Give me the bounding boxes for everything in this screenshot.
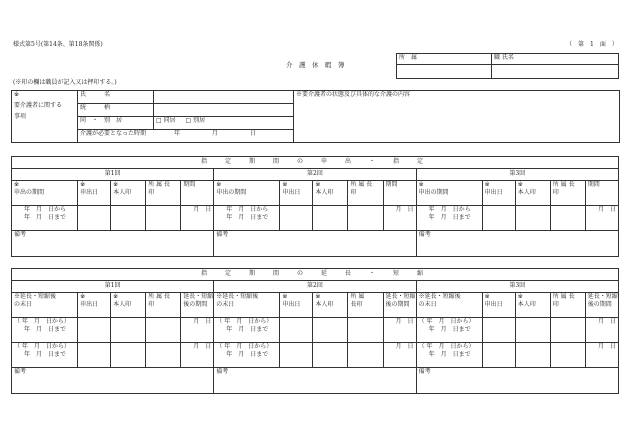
request-period-field[interactable]: 年 月 日から 年 月 日まで bbox=[416, 206, 482, 231]
extension-title: 指 定 期 間 の 延 長 ・ 短 縮 bbox=[12, 269, 619, 281]
end-after-field[interactable]: 月 日 bbox=[585, 343, 618, 368]
period-header: 期間 bbox=[383, 181, 416, 206]
chief-seal-header: 所 属 長 印 bbox=[146, 181, 181, 206]
chief-seal-header: 所 属 長 印 bbox=[146, 293, 181, 318]
designation-round-2: 第2回 bbox=[214, 169, 416, 181]
care-start-month: 月 bbox=[211, 130, 218, 137]
chief-seal-field[interactable] bbox=[550, 206, 585, 231]
extension-table bbox=[11, 268, 619, 394]
end-date-field[interactable]: （ 年 月 日から） 年 月 日まで bbox=[416, 318, 482, 343]
end-after-field[interactable]: 月 日 bbox=[181, 343, 214, 368]
relation-label: 続 柄 bbox=[78, 104, 154, 117]
request-date-header: ※ 申出日 bbox=[78, 293, 111, 318]
request-date-field[interactable] bbox=[482, 318, 515, 343]
seal-header: ※ 本人印 bbox=[313, 181, 348, 206]
seal-field[interactable] bbox=[313, 206, 348, 231]
extension-remarks-2[interactable]: 備考 bbox=[214, 368, 416, 394]
request-date-field[interactable] bbox=[280, 343, 313, 368]
seal-field[interactable] bbox=[111, 318, 146, 343]
condition-label: ※要介護者の状態及び具体的な介護の内容 bbox=[296, 91, 411, 98]
chief-seal-header: 所 属 長 印 bbox=[550, 293, 585, 318]
end-date-field[interactable]: （ 年 月 日から） 年 月 日まで bbox=[214, 318, 280, 343]
name-label: 職 氏名 bbox=[492, 54, 619, 65]
extension-round-3: 第3回 bbox=[416, 281, 618, 293]
end-date-field[interactable]: （ 年 月 日から） 年 月 日まで bbox=[12, 318, 78, 343]
care-start-year: 年 bbox=[173, 130, 180, 137]
seal-field[interactable] bbox=[313, 318, 348, 343]
seal-header: ※ 本人印 bbox=[515, 293, 550, 318]
request-period-header: ※ 申出の期間 bbox=[214, 181, 280, 206]
request-date-field[interactable] bbox=[280, 206, 313, 231]
care-name-label: 氏 名 bbox=[78, 91, 154, 104]
form-note: (※印の欄は職員が記入又は押印する。) bbox=[13, 79, 117, 86]
chief-seal-header: 所 属 長 印 bbox=[348, 181, 383, 206]
seal-header: ※ 本人印 bbox=[515, 181, 550, 206]
designation-remarks-1[interactable]: 備考 bbox=[12, 231, 214, 257]
page-number: （ 第 1 面 ） bbox=[566, 41, 618, 48]
request-period-header: ※ 申出の期間 bbox=[416, 181, 482, 206]
request-date-header: ※ 申出日 bbox=[280, 181, 313, 206]
seal-field[interactable] bbox=[515, 343, 550, 368]
end-after-header: 延長・短縮 後の期間 bbox=[181, 293, 214, 318]
cohabit-separate-checkbox[interactable]: □ 別居 bbox=[185, 117, 206, 124]
chief-seal-field[interactable] bbox=[550, 343, 585, 368]
subject-label: 要介護者に関する bbox=[14, 102, 63, 110]
caregiving-subject bbox=[12, 91, 78, 143]
end-after-header: 延長・短縮 後の期間 bbox=[383, 293, 416, 318]
end-after-field[interactable]: 月 日 bbox=[585, 318, 618, 343]
caregiving-table bbox=[11, 90, 620, 143]
end-date-header: ※延長・短縮後 の末日 bbox=[12, 293, 78, 318]
request-date-field[interactable] bbox=[482, 206, 515, 231]
designation-round-1: 第1回 bbox=[12, 169, 214, 181]
seal-header: ※ 本人印 bbox=[313, 293, 348, 318]
request-period-field[interactable]: 年 月 日から 年 月 日まで bbox=[12, 206, 78, 231]
dept-field[interactable] bbox=[397, 65, 492, 79]
chief-seal-field[interactable] bbox=[146, 343, 181, 368]
dept-label: 所 属 bbox=[397, 54, 492, 65]
end-date-field[interactable]: （ 年 月 日から） 年 月 日まで bbox=[12, 343, 78, 368]
extension-remarks-3[interactable]: 備考 bbox=[416, 368, 618, 394]
cohabit-same-checkbox[interactable]: □ 同居 bbox=[156, 117, 176, 124]
relation-field[interactable] bbox=[154, 104, 294, 117]
extension-remarks-1[interactable]: 備考 bbox=[12, 368, 214, 394]
chief-seal-field[interactable] bbox=[348, 206, 383, 231]
care-start-day: 日 bbox=[249, 130, 256, 137]
chief-seal-field[interactable] bbox=[348, 343, 383, 368]
cohabit-label: 同 ・ 別 居 bbox=[78, 117, 154, 130]
end-after-field[interactable]: 月 日 bbox=[383, 343, 416, 368]
care-start-label: 介護が必要となった時期 bbox=[80, 130, 147, 137]
period-field[interactable]: 月 日 bbox=[181, 206, 214, 231]
seal-header: ※ 本人印 bbox=[111, 293, 146, 318]
request-date-header: ※ 申出日 bbox=[78, 181, 111, 206]
request-period-header: ※ 申出の期間 bbox=[12, 181, 78, 206]
period-header: 期間 bbox=[181, 181, 214, 206]
request-date-header: ※ 申出日 bbox=[280, 293, 313, 318]
seal-field[interactable] bbox=[515, 318, 550, 343]
care-name-field[interactable] bbox=[154, 91, 294, 104]
cohabit-options bbox=[154, 117, 294, 130]
request-date-header: ※ 申出日 bbox=[482, 181, 515, 206]
end-after-field[interactable]: 月 日 bbox=[181, 318, 214, 343]
request-date-field[interactable] bbox=[78, 206, 111, 231]
end-date-field[interactable]: （ 年 月 日から） 年 月 日まで bbox=[416, 343, 482, 368]
period-header: 期間 bbox=[585, 181, 618, 206]
seal-field[interactable] bbox=[111, 343, 146, 368]
chief-seal-field[interactable] bbox=[348, 318, 383, 343]
period-field[interactable]: 月 日 bbox=[383, 206, 416, 231]
extension-round-2: 第2回 bbox=[214, 281, 416, 293]
care-start-row[interactable] bbox=[78, 130, 294, 143]
chief-seal-field[interactable] bbox=[146, 206, 181, 231]
designation-round-3: 第3回 bbox=[416, 169, 618, 181]
chief-seal-header: 所 属 長 印 bbox=[550, 181, 585, 206]
seal-field[interactable] bbox=[515, 206, 550, 231]
designation-title: 指 定 期 間 の 申 出 ・ 指 定 bbox=[12, 157, 619, 169]
designation-remarks-2[interactable]: 備考 bbox=[214, 231, 416, 257]
seal-field[interactable] bbox=[313, 343, 348, 368]
chief-seal-header: 所 属 長印 bbox=[348, 293, 383, 318]
seal-header: ※ 本人印 bbox=[111, 181, 146, 206]
chief-seal-field[interactable] bbox=[146, 318, 181, 343]
designation-table bbox=[11, 156, 619, 257]
condition-cell[interactable] bbox=[294, 91, 620, 143]
end-date-field[interactable]: （ 年 月 日から） 年 月 日まで bbox=[214, 343, 280, 368]
chief-seal-field[interactable] bbox=[550, 318, 585, 343]
affiliation-table bbox=[396, 53, 619, 79]
request-date-header: ※ 申出日 bbox=[482, 293, 515, 318]
name-field[interactable] bbox=[492, 65, 619, 79]
form-title: 介 護 休 暇 簿 bbox=[286, 61, 345, 69]
request-date-field[interactable] bbox=[78, 318, 111, 343]
request-period-field[interactable]: 年 月 日から 年 月 日まで bbox=[214, 206, 280, 231]
extension-round-1: 第1回 bbox=[12, 281, 214, 293]
designation-remarks-3[interactable]: 備考 bbox=[416, 231, 618, 257]
period-field[interactable]: 月 日 bbox=[585, 206, 618, 231]
form-reference: 様式第5号(第14条、第18条関係) bbox=[13, 41, 103, 48]
end-after-field[interactable]: 月 日 bbox=[383, 318, 416, 343]
request-date-field[interactable] bbox=[482, 343, 515, 368]
end-date-header: ※延長・短縮後 の末日 bbox=[214, 293, 280, 318]
end-date-header: ※延長・短縮後 の末日 bbox=[416, 293, 482, 318]
required-mark: ※ bbox=[14, 91, 20, 98]
seal-field[interactable] bbox=[111, 206, 146, 231]
request-date-field[interactable] bbox=[78, 343, 111, 368]
request-date-field[interactable] bbox=[280, 318, 313, 343]
end-after-header: 延長・短縮 後の期間 bbox=[585, 293, 618, 318]
item-label: 事項 bbox=[14, 113, 27, 121]
